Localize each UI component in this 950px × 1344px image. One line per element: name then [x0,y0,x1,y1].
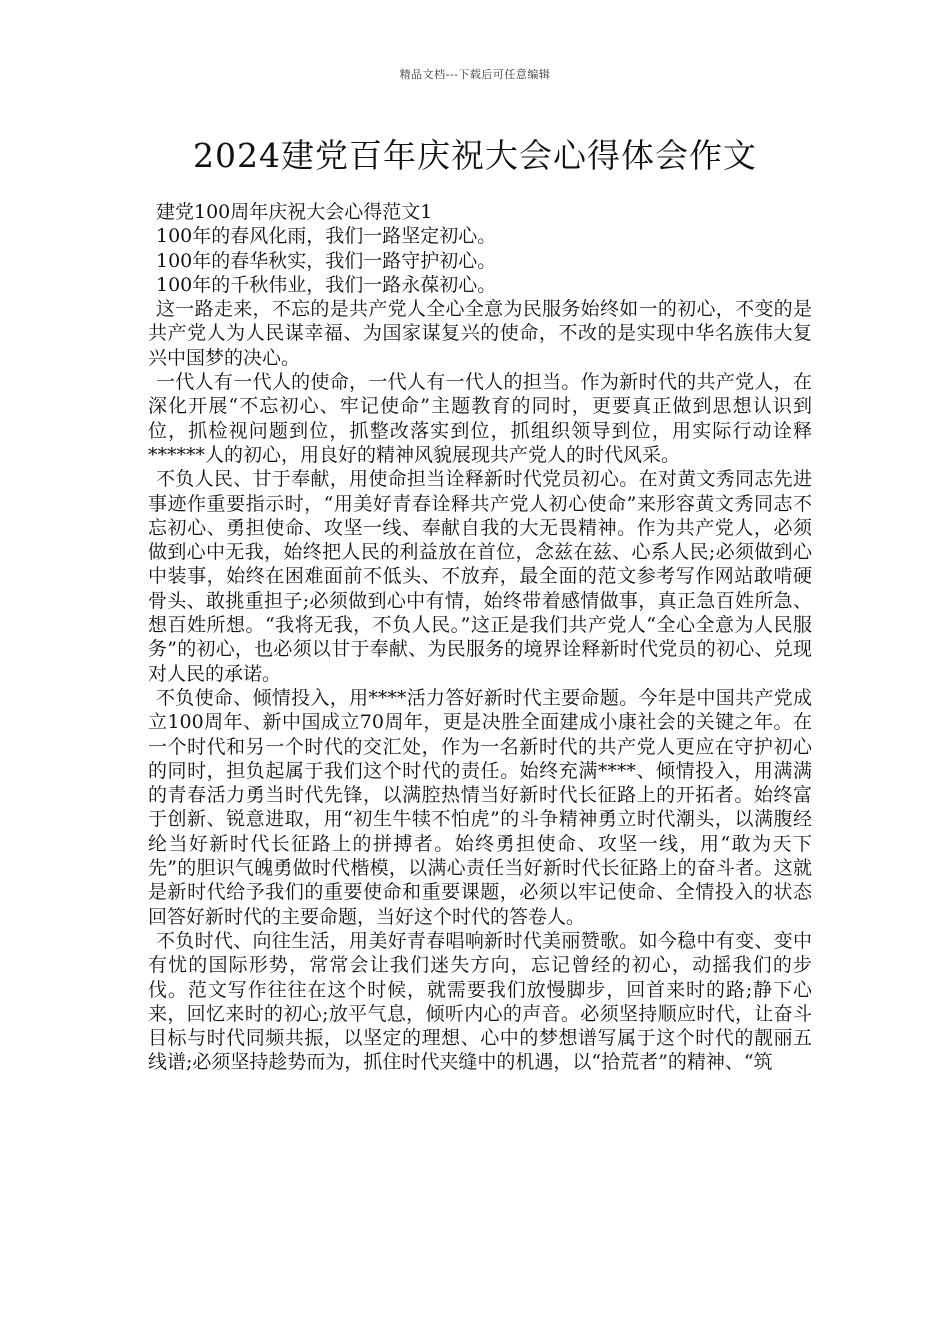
body-paragraph: 不负使命、倾情投入，用****活力答好新时代主要命题。今年是中国共产党成立100周年、新中国成立70周年，更是决胜全面建成小康社会的关键之年。在一个时代和另一个时代的交汇处，作为一名新时代的共产党人更应在守护初心的同时，担负起属于我们这个时代的责任。始终充满****、倾情投入，用满满的青春活力勇当时代先锋，以满腔热情当好新时代长征路上的开拓者。始终富于创新、锐意进取，用“初生牛犊不怕虎”的斗争精神勇立时代潮头，以满腹经纶当好新时代长征路上的拼搏者。始终勇担使命、攻坚一线，用“敢为天下先”的胆识气魄勇做时代楷模，以满心责任当好新时代长征路上的奋斗者。这就是新时代给予我们的重要使命和重要课题，必须以牢记使命、全情投入的状态回答好新时代的主要命题，当好这个时代的答卷人。 [148,686,812,928]
document-body [148,200,812,1075]
document-title: 2024建党百年庆祝大会心得体会作文 [193,136,757,175]
intro-line: 100年的春华秋实，我们一路守护初心。 [156,249,497,272]
subtitle-line: 建党100周年庆祝大会心得范文1 [156,201,433,223]
body-paragraph: 一代人有一代人的使命，一代人有一代人的担当。作为新时代的共产党人，在深化开展“不忘初心、牢记使命”主题教育的同时，更要真正做到思想认识到位，抓检视问题到位，抓整改落实到位，抓组织领导到位，用实际行动诠释******人的初心，用良好的精神风貌展现共产党人的时代风采。 [148,371,812,466]
intro-line: 100年的千秋伟业，我们一路永葆初心。 [156,273,497,296]
intro-line: 100年的春风化雨，我们一路坚定初心。 [156,225,497,248]
header-note: 精品文档---下载后可任意编辑 [399,68,551,81]
body-paragraph: 不负时代、向往生活，用美好青春唱响新时代美丽赞歌。如今稳中有变、变中有忧的国际形势，常常会让我们迷失方向，忘记曾经的初心，动摇我们的步伐。范文写作往往在这个时候，就需要我们放慢脚步，回首来时的路;静下心来，回忆来时的初心;放平气息，倾听内心的声音。必须坚持顺应时代，让奋斗目标与时代同频共振，以坚定的理想、心中的梦想谱写属于这个时代的靓丽五线谱;必须坚持趁势而为，抓住时代夹缝中的机遇，以“拾荒者”的精神、“筑 [148,929,812,1074]
body-paragraph: 这一路走来，不忘的是共产党人全心全意为民服务始终如一的初心，不变的是共产党人为人民谋幸福、为国家谋复兴的使命，不改的是实现中华名族伟大复兴中国梦的决心。 [148,298,812,369]
body-paragraph: 不负人民、甘于奉献，用使命担当诠释新时代党员初心。在对黄文秀同志先进事迹作重要指示时，“用美好青春诠释共产党人初心使命”来形容黄文秀同志不忘初心、勇担使命、攻坚一线、奉献自我的大无畏精神。作为共产党人，必须做到心中无我，始终把人民的利益放在首位，念兹在兹、心系人民;必须做到心中装事，始终在困难面前不低头、不放弃，最全面的范文参考写作网站敢啃硬骨头、敢挑重担子;必须做到心中有情，始终带着感情做事，真正急百姓所急、想百姓所想。“我将无我，不负人民。”这正是我们共产党人“全心全意为人民服务”的初心，也必须以甘于奉献、为民服务的境界诠释新时代党员的初心、兑现对人民的承诺。 [148,468,812,685]
